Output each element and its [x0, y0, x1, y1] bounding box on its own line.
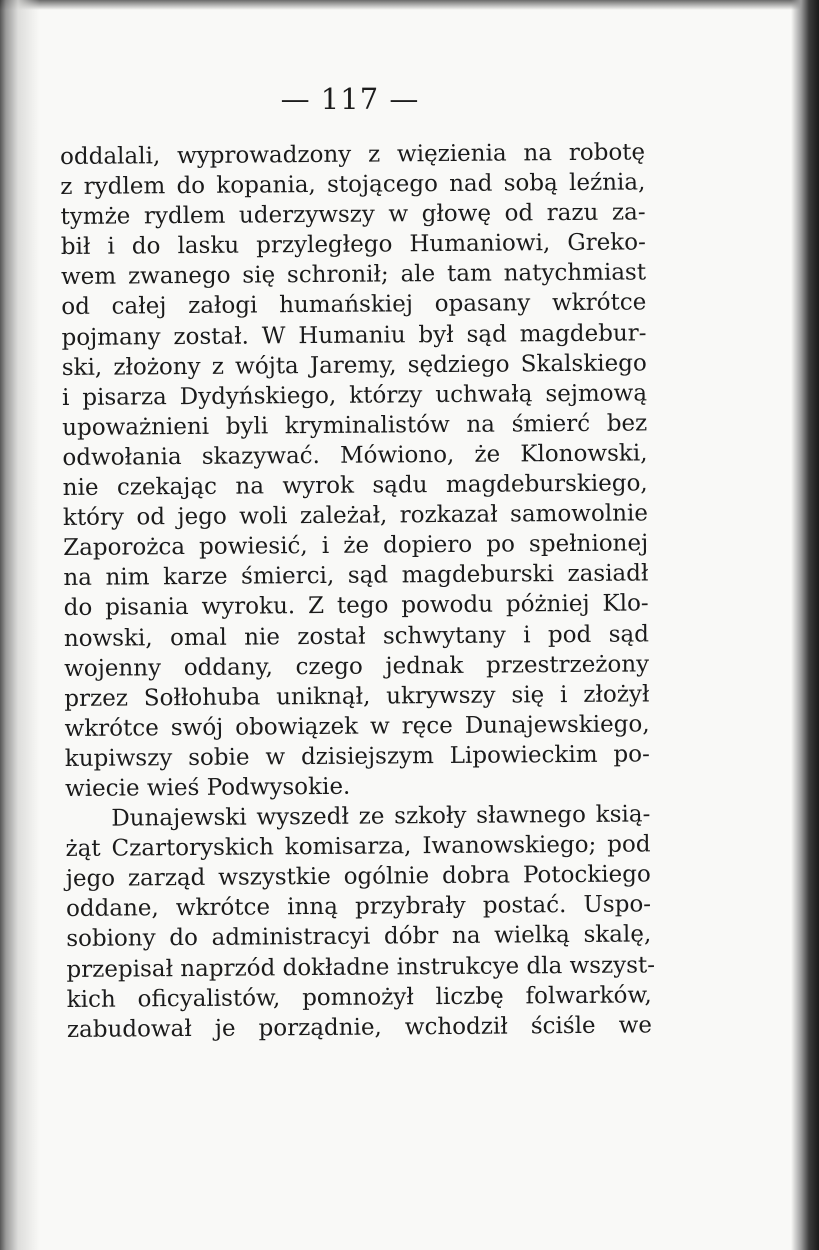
page-right-edge-shadow — [791, 0, 819, 1250]
text-line: na nim karze śmierci, sąd magdeburski zasiadł — [63, 560, 649, 592]
page-left-edge-shadow — [0, 0, 40, 1250]
text-line: sobiony do administracyi dóbr na wielką skalę, — [66, 921, 652, 953]
text-line: pojmany został. W Humaniu był sąd magdebur- — [61, 319, 647, 351]
text-line: nowski, omal nie został schwytany i pod sąd — [63, 620, 649, 652]
text-line: bił i do lasku przyległego Humaniowi, Greko- — [60, 229, 646, 261]
text-line: do pisania wyroku. Z tego powodu póżniej Klo- — [63, 590, 649, 622]
text-line: oddane, wkrótce inną przybrały postać. Uspo- — [65, 891, 652, 923]
text-line: przez Sołłohuba uniknął, ukrywszy się i złożył — [64, 681, 650, 712]
page-number: — 117 — — [280, 82, 420, 116]
text-line: kich oficyalistów, pomnożył liczbę folwarków, — [66, 982, 652, 1013]
text-line: odwołania skazywać. Mówiono, że Klonowski, — [62, 440, 648, 471]
text-line: kupiwszy sobie w dzisiejszym Lipowieckim po- — [64, 741, 650, 772]
text-line: wiecie wieś Podwysokie. — [64, 773, 351, 802]
text-line: Zaporożca powiesić, i że dopiero po spełnionej — [63, 530, 649, 562]
text-line: od całej załogi humańskiej opasany wkrótce — [61, 289, 647, 321]
text-line: tymże rydlem uderzywszy w głowę od razu za- — [60, 199, 646, 231]
text-line: oddalali, wyprowadzony z więzienia na robotę — [60, 139, 646, 170]
text-line: który od jego woli zależał, rozkazał samowolnie — [62, 500, 649, 532]
text-line: żąt Czartoryskich komisarza, Iwanowskiego; pod — [65, 831, 651, 863]
text-line: zabudował je porządnie, wchodził ściśle we — [66, 1012, 653, 1043]
text-line: wem zwanego się schronił; ale tam natychmiast — [60, 259, 647, 291]
page-top-edge-shadow — [0, 0, 819, 10]
text-line: wkrótce swój obowiązek w ręce Dunajewskiego, — [64, 711, 650, 742]
text-line: nie czekając na wyrok sądu magdeburskiego, — [62, 470, 648, 502]
text-line: ski, złożony z wójta Jaremy, sędziego Skalskiego — [61, 350, 647, 381]
text-line: wojenny oddany, czego jednak przestrzeżony — [64, 650, 650, 682]
body-text — [60, 137, 656, 1044]
text-line: i pisarza Dydyńskiego, którzy uchwałą sejmową — [61, 380, 648, 411]
text-line: przepisał naprzód dokładne instrukcye dla wszyst- — [66, 951, 656, 983]
text-line: jego zarząd wszystkie ogólnie dobra Potockiego — [65, 861, 651, 893]
text-line: upoważnieni byli kryminalistów na śmierć bez — [62, 410, 648, 441]
paragraph-first-line: Dunajewski wyszedł ze szkoły sławnego ksią- — [111, 801, 651, 832]
text-line: z rydlem do kopania, stojącego nad sobą leźnia, — [60, 169, 646, 201]
